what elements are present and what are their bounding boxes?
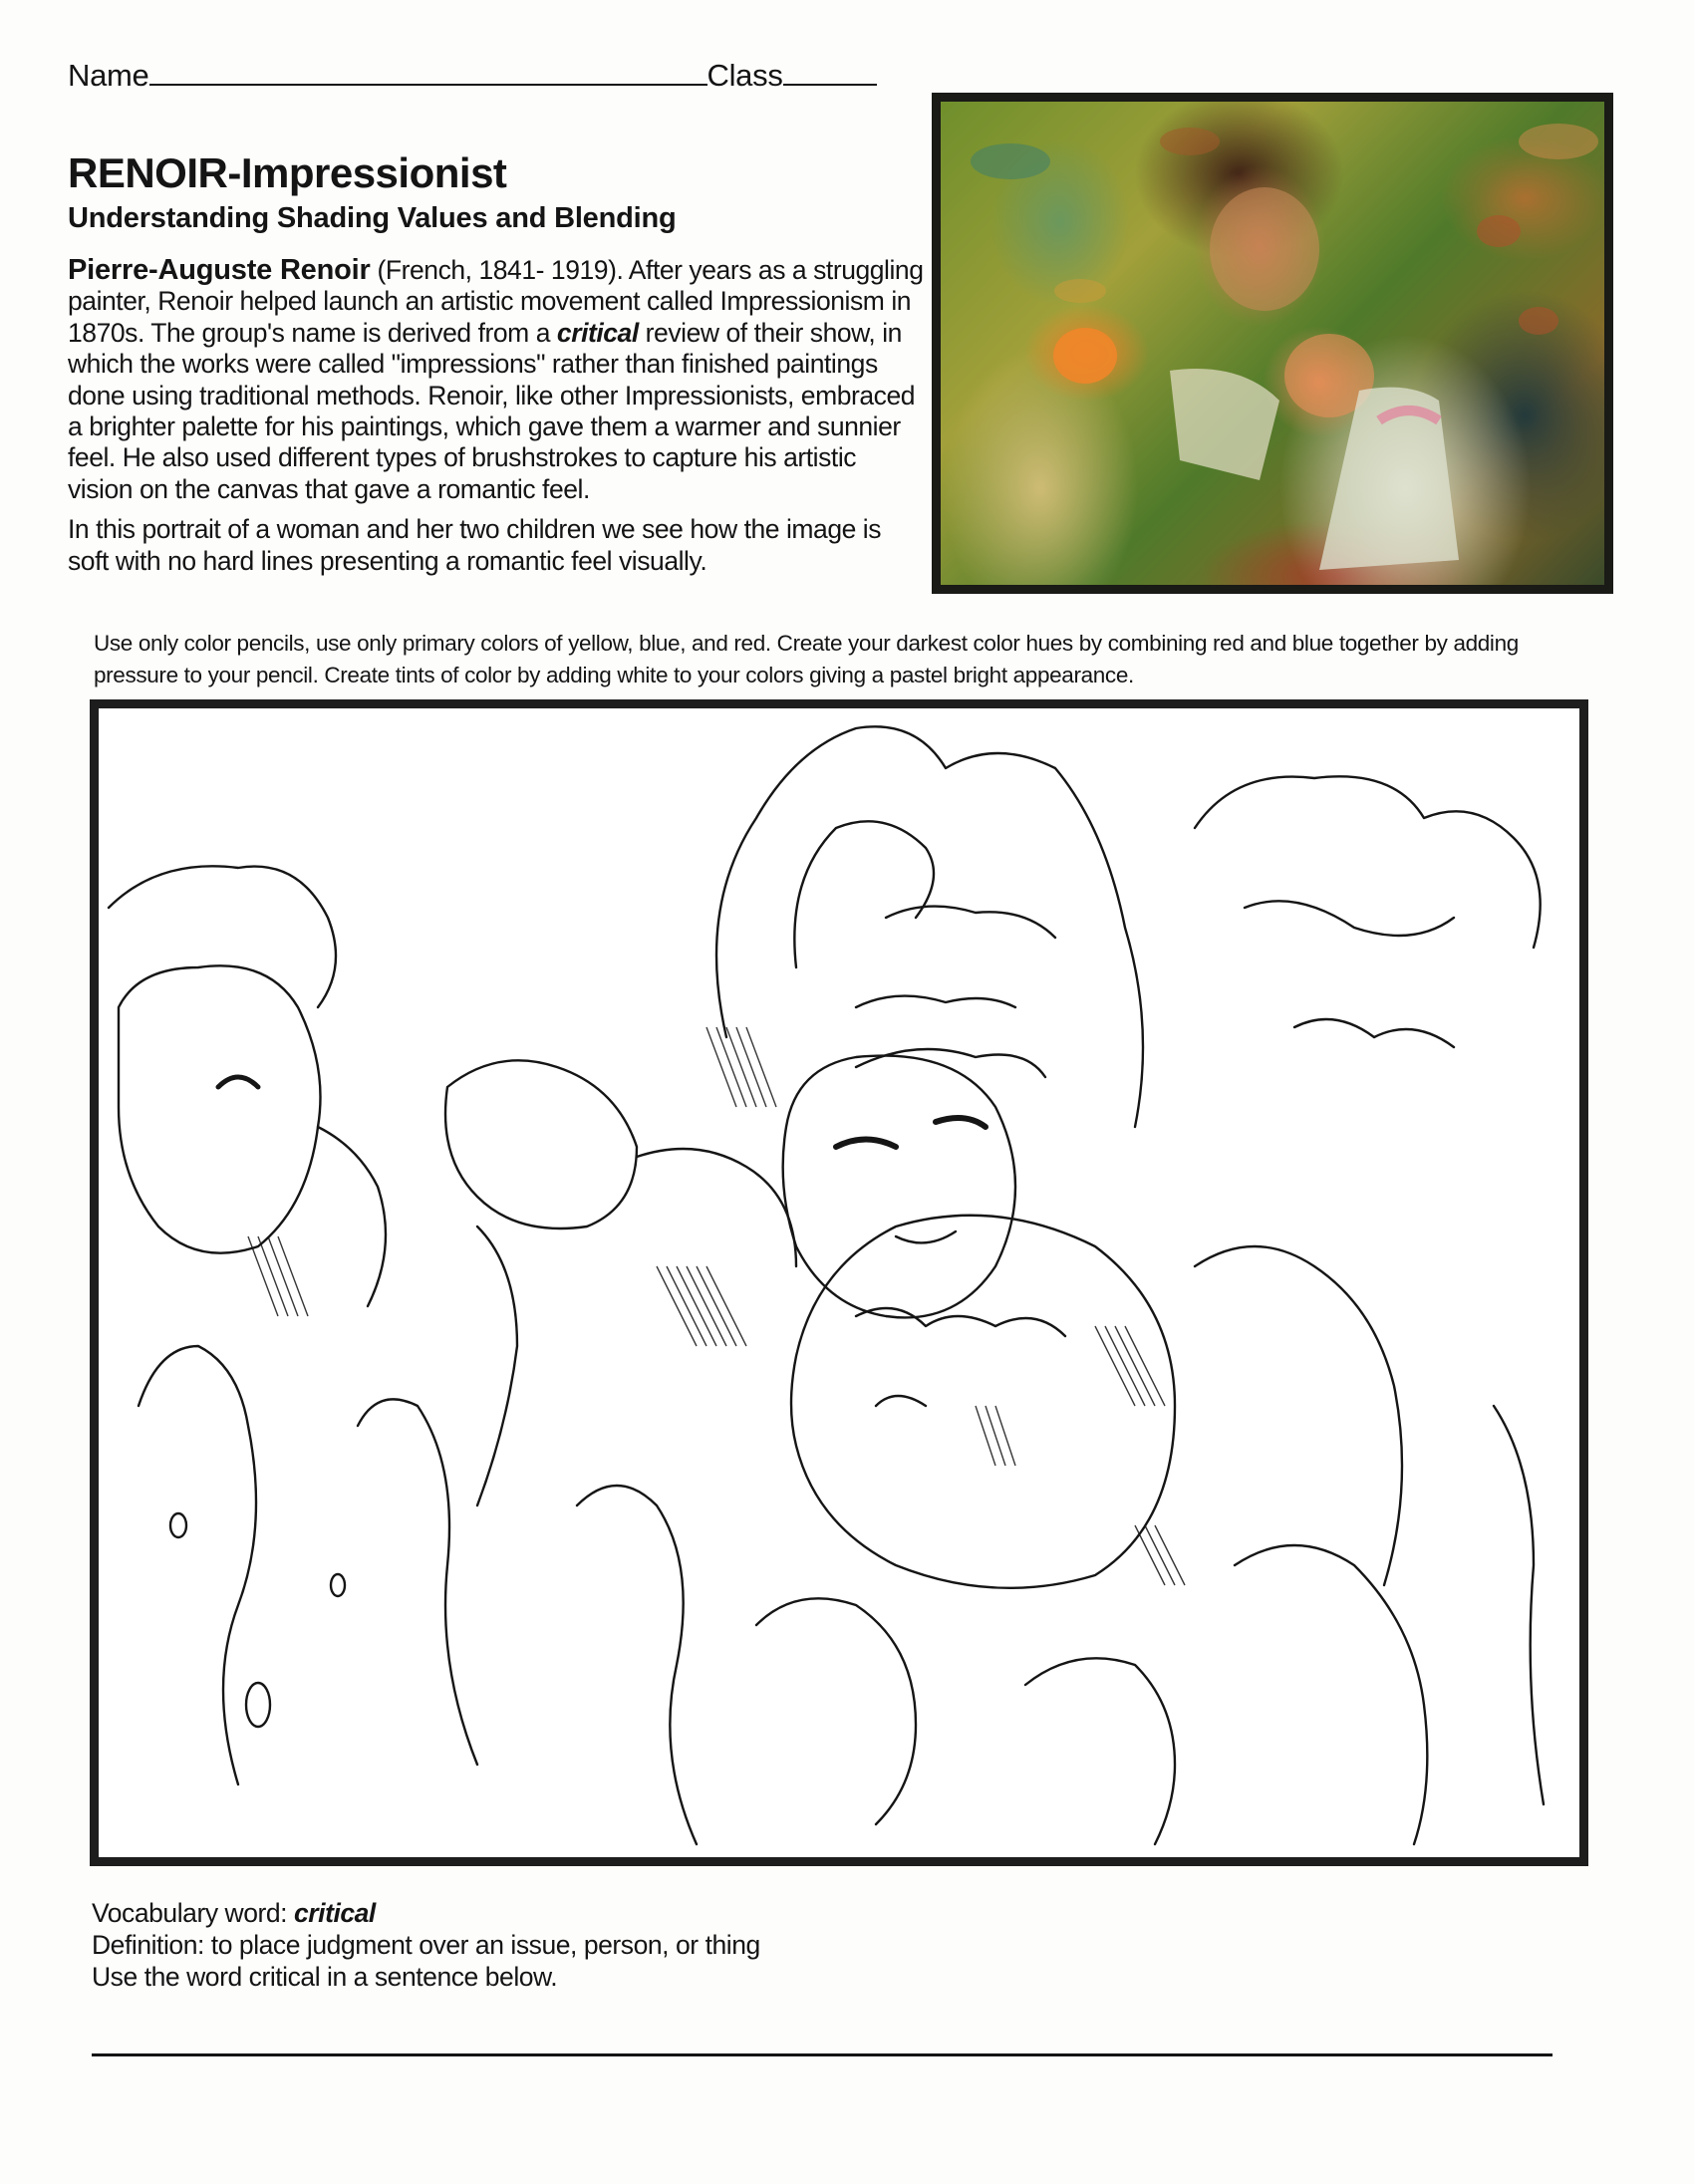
vocabulary-section [92,1897,760,1993]
vocabulary-word: critical [294,1898,376,1928]
vocabulary-word-row [92,1897,760,1929]
page-subtitle: Understanding Shading Values and Blending [68,202,677,234]
coloring-line-art[interactable] [90,699,1588,1866]
vocabulary-prompt: Use the word critical in a sentence below. [92,1962,558,1992]
name-blank-line[interactable] [149,80,707,86]
intro-text-part-1: (French, 1841- 1919). After years as a struggling painter, Renoir helped launch an artistic movement called Impressionism in 1870s. The group's name is derived from a [68,255,924,348]
intro-paragraph-2: In this portrait of a woman and her two children we see how the image is soft with no hard lines presenting a romantic feel visually. [68,514,882,576]
name-class-row [68,58,877,94]
vocabulary-label: Vocabulary word: [92,1898,294,1928]
sentence-answer-line[interactable] [92,2053,1553,2056]
intro-paragraph-1 [68,255,925,505]
page-title: RENOIR-Impressionist [68,149,507,196]
intro-text [68,255,925,577]
painting-brushwork-icon [941,102,1604,585]
line-art-outline-icon [99,708,1579,1857]
artist-name: Pierre-Auguste Renoir [68,254,371,286]
intro-text-part-2: review of their show, in which the works were called "impressions" rather than finished paintings done using traditional methods. Renoir, like other Impressionists, embraced a brighter palette for his paintings, which gave them a warmer and sunnier feel. He also used different types of brushstrokes to capture his artistic vision on the canvas that gave a romantic feel. [68,317,916,504]
renoir-painting-image [932,93,1613,594]
emphasis-critical: critical [556,317,639,348]
name-label: Name [68,58,149,93]
vocabulary-definition: Definition: to place judgment over an issue, person, or thing [92,1930,760,1960]
class-label: Class [706,58,783,93]
class-blank-line[interactable] [783,80,877,86]
coloring-instructions: Use only color pencils, use only primary colors of yellow, blue, and red. Create your darkest color hues by combining red and blue together by adding pressure to your pencil. Create tints of color by adding white to your colors giving a pastel bright appearance. [94,631,1519,687]
